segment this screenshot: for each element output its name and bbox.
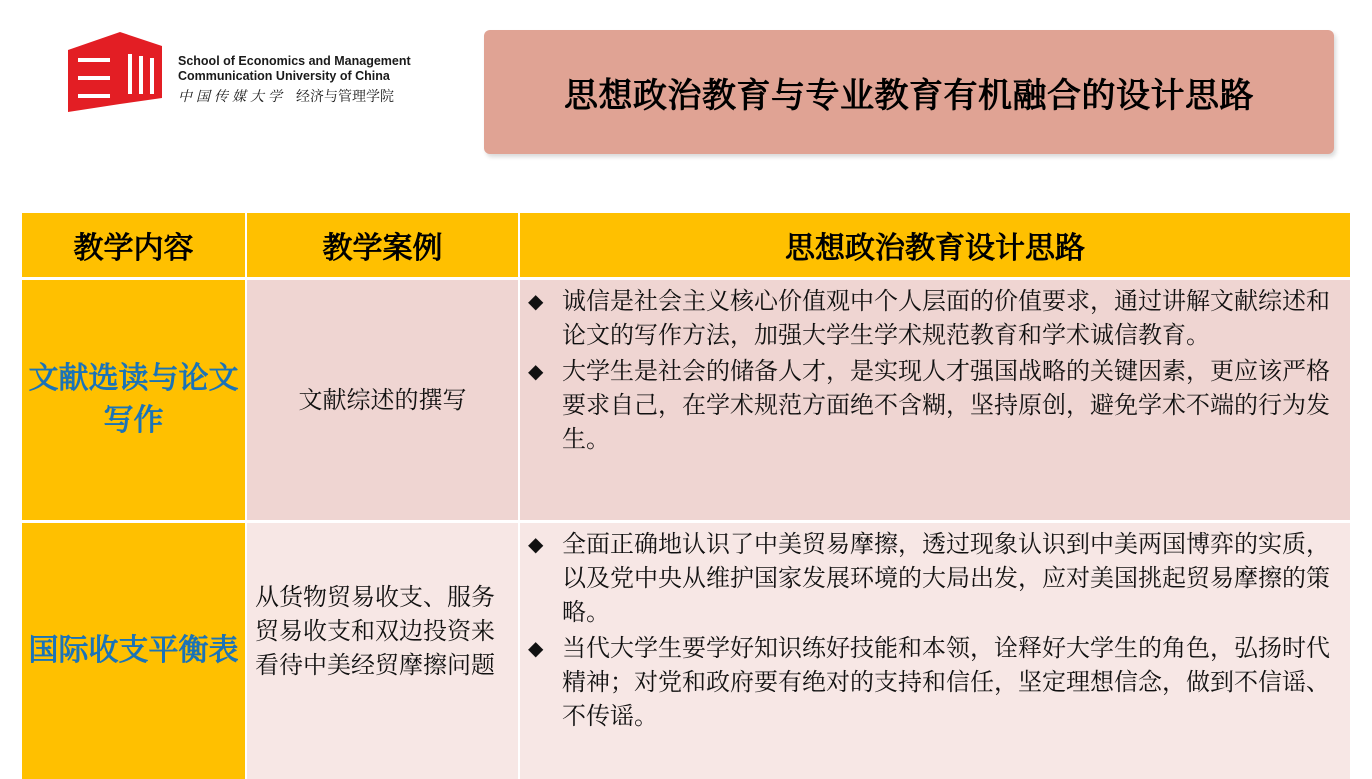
- row2-design-ideas: [520, 523, 1350, 779]
- list-item: [528, 631, 1336, 733]
- list-item: [528, 527, 1336, 629]
- row1-idea-1: 诚信是社会主义核心价值观中个人层面的价值要求，通过讲解文献综述和论文的写作方法，加强大学生学术规范教育和学术诚信教育。: [562, 287, 1330, 349]
- school-logo: [68, 32, 448, 112]
- row1-idea-2: 大学生是社会的储备人才，是实现人才强国战略的关键因素，更应该严格要求自己，在学术规范方面绝不含糊，坚持原创，避免学术不端的行为发生。: [562, 357, 1330, 453]
- row2-idea-1: 全面正确地认识了中美贸易摩擦，透过现象认识到中美两国博弈的实质，以及党中央从维护国家发展环境的大局出发，应对美国挑起贸易摩擦的策略。: [562, 530, 1330, 626]
- header-teaching-content: 教学内容: [22, 213, 245, 277]
- logo-english-line-2: Communication University of China: [178, 69, 390, 83]
- slide-title-box: [484, 30, 1334, 154]
- slide-title: 思想政治教育与专业教育有机融合的设计思路: [564, 75, 1254, 116]
- row2-idea-2: 当代大学生要学好知识练好技能和本领，诠释好大学生的角色，弘扬时代精神；对党和政府要有绝对的支持和信任，坚定理想信念，做到不信谣、不传谣。: [562, 634, 1330, 730]
- header-teaching-case: 教学案例: [247, 213, 518, 277]
- header-ideological-design: 思想政治教育设计思路: [520, 213, 1350, 277]
- diamond-bullet-icon: ◆: [528, 289, 544, 313]
- logo-department-name: 经济与管理学院: [296, 89, 394, 105]
- row1-teaching-content: 文献选读与论文写作: [22, 280, 245, 520]
- list-item: [528, 284, 1336, 352]
- row2-teaching-case: 从货物贸易收支、服务贸易收支和双边投资来看待中美经贸摩擦问题: [247, 523, 518, 779]
- diamond-bullet-icon: ◆: [528, 359, 544, 383]
- list-item: [528, 354, 1336, 456]
- logo-english-line-1: School of Economics and Management: [178, 54, 411, 68]
- diamond-bullet-icon: ◆: [528, 636, 544, 660]
- logo-chinese-line: [178, 87, 411, 107]
- school-emblem-icon: [68, 32, 162, 112]
- row1-teaching-case: 文献综述的撰写: [247, 280, 518, 520]
- diamond-bullet-icon: ◆: [528, 532, 544, 556]
- row1-design-ideas: [520, 280, 1350, 520]
- logo-university-name: 中国传媒大学: [178, 89, 286, 105]
- row2-teaching-content: 国际收支平衡表: [22, 523, 245, 779]
